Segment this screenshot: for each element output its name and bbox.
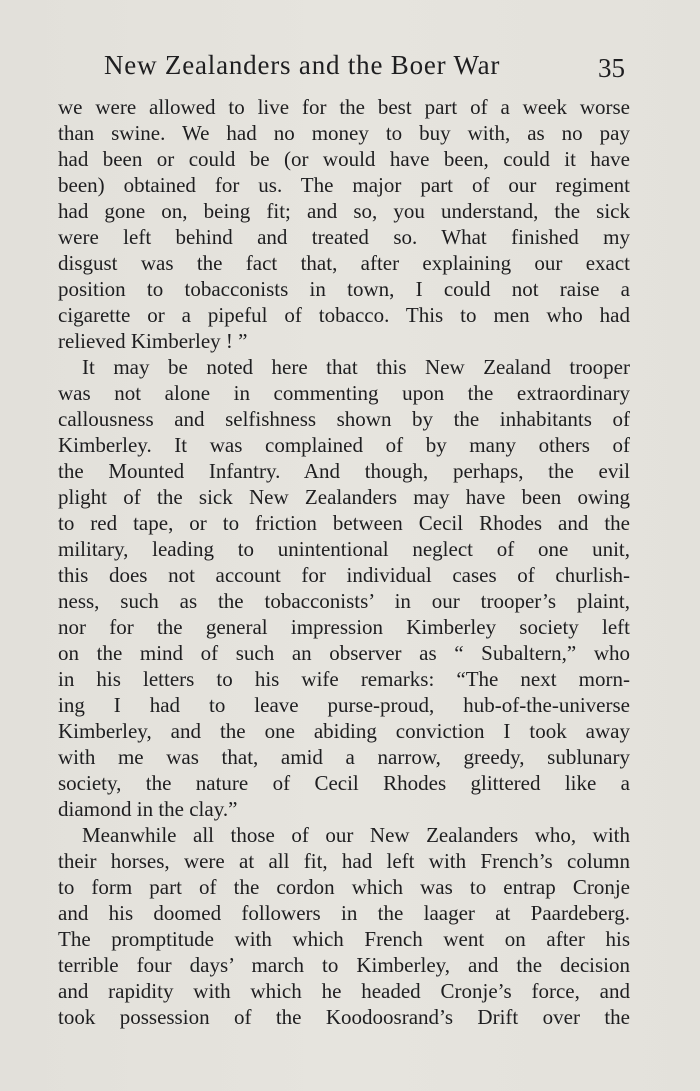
page-header <box>0 50 700 86</box>
text-line: in his letters to his wife remarks: “The next morn- <box>58 667 630 691</box>
body-text <box>58 94 630 1030</box>
text-line: to red tape, or to friction between Cecil Rhodes and the <box>58 511 630 535</box>
text-line: ing I had to leave purse-proud, hub-of-the-universe <box>58 693 630 717</box>
text-line: with me was that, amid a narrow, greedy, sublunary <box>58 745 630 769</box>
text-line: were left behind and treated so. What finished my <box>58 225 630 249</box>
text-line: was not alone in commenting upon the extraordinary <box>58 381 630 405</box>
text-line: and his doomed followers in the laager at Paardeberg. <box>58 901 630 925</box>
paragraph-start-line: It may be noted here that this New Zealand trooper <box>82 355 630 379</box>
text-line: nor for the general impression Kimberley society left <box>58 615 630 639</box>
text-line: on the mind of such an observer as “ Subaltern,” who <box>58 641 630 665</box>
page-number: 35 <box>598 53 625 83</box>
text-line: the Mounted Infantry. And though, perhaps, the evil <box>58 459 630 483</box>
text-line: The promptitude with which French went on after his <box>58 927 630 951</box>
text-line: had gone on, being fit; and so, you understand, the sick <box>58 199 630 223</box>
text-line: we were allowed to live for the best part of a week worse <box>58 95 630 119</box>
paragraph-start-line: Meanwhile all those of our New Zealanders who, with <box>82 823 630 847</box>
text-line: to form part of the cordon which was to entrap Cronje <box>58 875 630 899</box>
running-title: New Zealanders and the Boer War <box>104 50 501 80</box>
text-line: had been or could be (or would have been, could it have <box>58 147 630 171</box>
text-line: relieved Kimberley ! ” <box>58 329 248 353</box>
text-line: this does not account for individual cases of churlish- <box>58 563 630 587</box>
text-line: disgust was the fact that, after explaining our exact <box>58 251 630 275</box>
text-line: military, leading to unintentional neglect of one unit, <box>58 537 630 561</box>
text-line: Kimberley, and the one abiding conviction I took away <box>58 719 630 743</box>
text-line: diamond in the clay.” <box>58 797 238 821</box>
text-line: society, the nature of Cecil Rhodes glittered like a <box>58 771 630 795</box>
text-line: plight of the sick New Zealanders may have been owing <box>58 485 630 509</box>
text-line: Kimberley. It was complained of by many others of <box>58 433 630 457</box>
text-line: position to tobacconists in town, I could not raise a <box>58 277 630 301</box>
text-line: took possession of the Koodoosrand’s Drift over the <box>58 1005 630 1029</box>
text-line: been) obtained for us. The major part of our regiment <box>58 173 630 197</box>
text-line: terrible four days’ march to Kimberley, and the decision <box>58 953 630 977</box>
text-line: and rapidity with which he headed Cronje’s force, and <box>58 979 630 1003</box>
text-line: cigarette or a pipeful of tobacco. This to men who had <box>58 303 630 327</box>
text-line: their horses, were at all fit, had left with French’s column <box>58 849 630 873</box>
text-line: callousness and selfishness shown by the inhabitants of <box>58 407 630 431</box>
text-line: ness, such as the tobacconists’ in our trooper’s plaint, <box>58 589 630 613</box>
text-line: than swine. We had no money to buy with, as no pay <box>58 121 630 145</box>
